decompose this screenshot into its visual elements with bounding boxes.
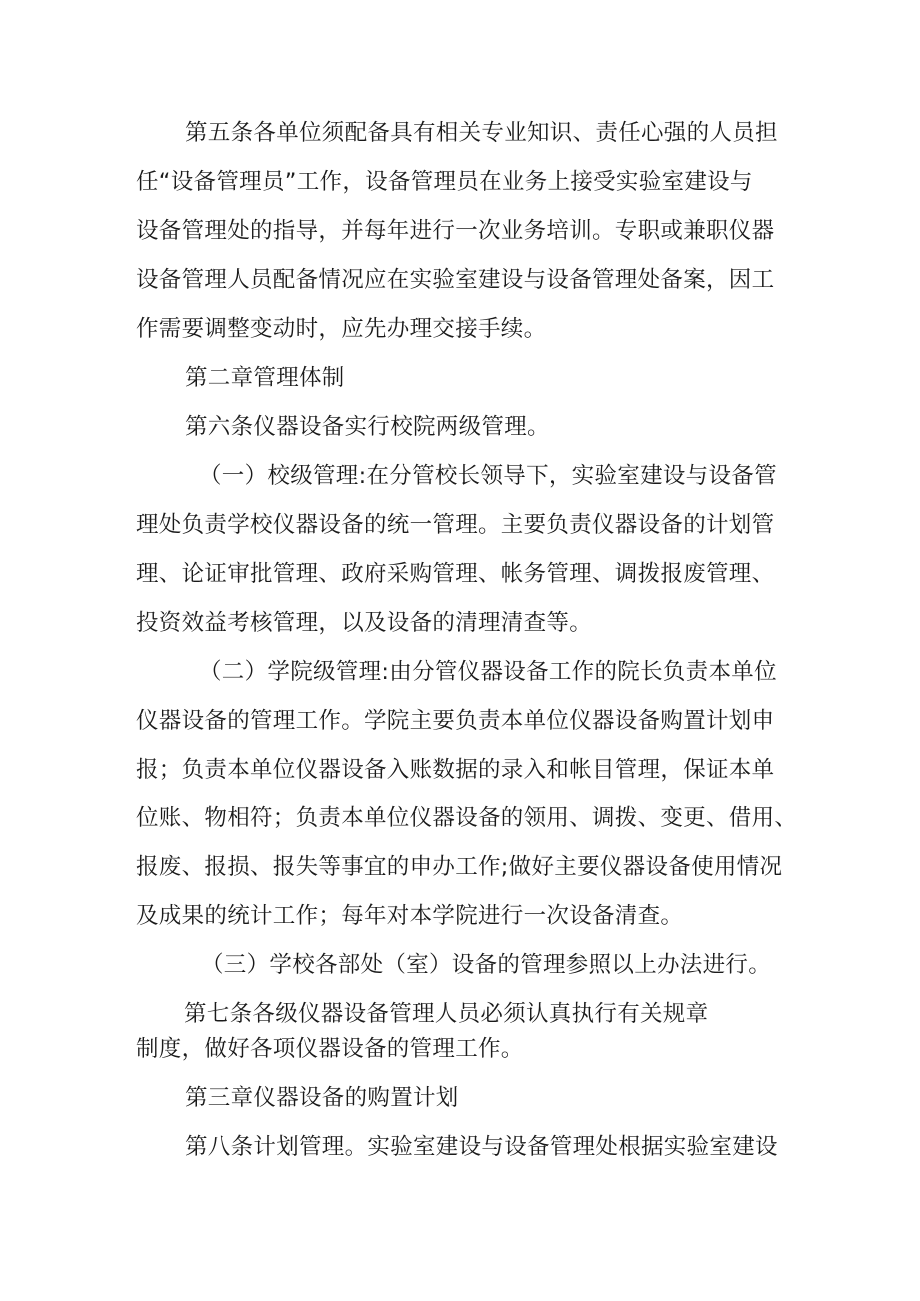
chapter-heading: 第二章管理体制	[185, 365, 345, 391]
paragraph-line: 制度，做好各项仪器设备的管理工作。	[136, 1036, 524, 1062]
paragraph-line: 理处负责学校仪器设备的统一管理。主要负责仪器设备的计划管	[136, 512, 775, 538]
paragraph-line: 及成果的统计工作；每年对本学院进行一次设备清查。	[136, 903, 684, 929]
paragraph-line: 理、论证审批管理、政府采购管理、帐务管理、调拨报废管理、	[136, 561, 775, 587]
paragraph-line: 位账、物相符；负责本单位仪器设备的领用、调拨、变更、借用、	[136, 805, 798, 831]
paragraph-line: 第八条计划管理。实验室建设与设备管理处根据实验室建设	[185, 1134, 778, 1160]
chapter-heading: 第三章仪器设备的购置计划	[185, 1085, 459, 1111]
paragraph-line: 任“设备管理员”工作，设备管理员在业务上接受实验室建设与	[136, 169, 753, 195]
paragraph-line: 设备管理处的指导，并每年进行一次业务培训。专职或兼职仪器	[136, 218, 775, 244]
paragraph-line: 作需要调整变动时，应先办理交接手续。	[136, 316, 547, 342]
paragraph-line: 投资效益考核管理，以及设备的清理清查等。	[136, 610, 593, 636]
paragraph-line: 报；负责本单位仪器设备入账数据的录入和帐目管理，保证本单	[136, 757, 775, 783]
paragraph-line: 第五条各单位须配备具有相关专业知识、责任心强的人员担	[185, 120, 778, 146]
paragraph-line: （二）学院级管理:由分管仪器设备工作的院长负责本单位	[199, 659, 777, 685]
paragraph-line: 设备管理人员配备情况应在实验室建设与设备管理处备案，因工	[136, 267, 775, 293]
paragraph-line: 报废、报损、报失等事宜的申办工作;做好主要仪器设备使用情况	[136, 854, 783, 880]
paragraph-line: 仪器设备的管理工作。学院主要负责本单位仪器设备购置计划申	[136, 708, 775, 734]
paragraph-line: （一）校级管理:在分管校长领导下，实验室建设与设备管	[199, 463, 777, 489]
paragraph-line: 第六条仪器设备实行校院两级管理。	[185, 414, 550, 440]
paragraph-line: （三）学校各部处（室）设备的管理参照以上办法进行。	[201, 952, 772, 978]
paragraph-line: 第七条各级仪器设备管理人员必须认真执行有关规章	[184, 1001, 709, 1027]
